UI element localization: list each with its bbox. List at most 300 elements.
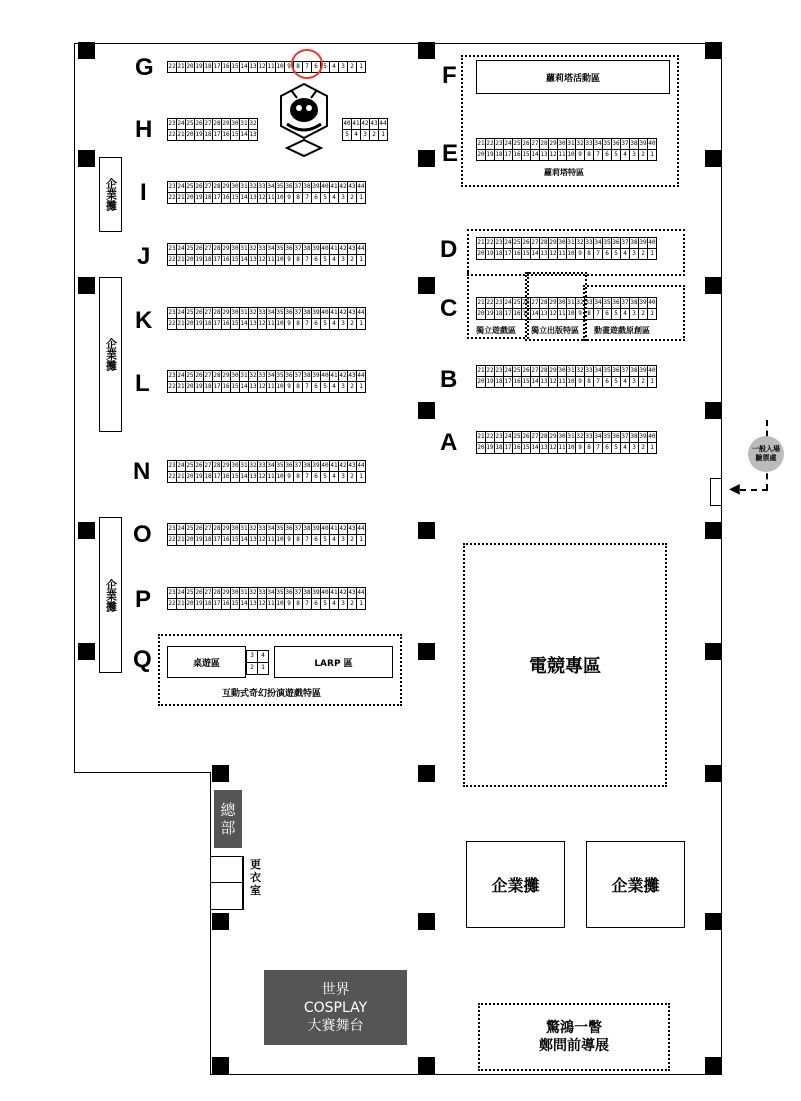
booth[interactable]: 44 <box>378 118 388 130</box>
booth[interactable]: 28 <box>539 365 549 377</box>
booth[interactable]: 3 <box>338 61 348 73</box>
entrance-badge[interactable] <box>748 436 784 472</box>
booth[interactable]: 40 <box>320 460 330 472</box>
booth[interactable]: 8 <box>293 61 303 73</box>
booth[interactable]: 40 <box>342 118 352 130</box>
booth[interactable]: 32 <box>575 365 585 377</box>
booth[interactable]: 31 <box>566 138 576 150</box>
booth[interactable]: 15 <box>230 471 240 483</box>
booth[interactable]: 18 <box>494 442 504 454</box>
booth[interactable]: 36 <box>611 365 621 377</box>
booth[interactable]: 14 <box>239 129 249 141</box>
booth[interactable]: 2 <box>369 129 379 141</box>
booth[interactable]: 3 <box>338 598 348 610</box>
booth[interactable]: 3 <box>338 381 348 393</box>
booth[interactable]: 28 <box>212 118 222 130</box>
booth[interactable]: 42 <box>360 118 370 130</box>
booth[interactable]: 20 <box>185 192 195 204</box>
booth[interactable]: 29 <box>221 587 231 599</box>
booth[interactable]: 15 <box>521 308 531 320</box>
booth[interactable]: 42 <box>338 460 348 472</box>
booth[interactable]: 19 <box>194 192 204 204</box>
booth[interactable]: 9 <box>284 192 294 204</box>
booth[interactable]: 17 <box>212 381 222 393</box>
booth[interactable]: 10 <box>275 534 285 546</box>
booth[interactable]: 26 <box>521 237 531 249</box>
booth[interactable]: 10 <box>275 381 285 393</box>
booth[interactable]: 1 <box>356 598 366 610</box>
booth[interactable]: 6 <box>602 248 612 260</box>
booth[interactable]: 7 <box>593 308 603 320</box>
booth[interactable]: 19 <box>194 534 204 546</box>
booth[interactable]: 44 <box>356 370 366 382</box>
booth[interactable]: 33 <box>257 243 267 255</box>
booth[interactable]: 8 <box>293 471 303 483</box>
booth[interactable]: 16 <box>512 308 522 320</box>
booth[interactable]: 11 <box>557 442 567 454</box>
booth[interactable]: 18 <box>494 308 504 320</box>
booth[interactable]: 8 <box>584 442 594 454</box>
booth[interactable]: 33 <box>584 138 594 150</box>
booth[interactable]: 16 <box>221 129 231 141</box>
booth[interactable]: 32 <box>248 460 258 472</box>
booth[interactable]: 3 <box>338 318 348 330</box>
booth[interactable]: 18 <box>203 534 213 546</box>
booth[interactable]: 12 <box>257 381 267 393</box>
booth[interactable]: 4 <box>620 149 630 161</box>
booth[interactable]: 31 <box>566 297 576 309</box>
booth[interactable]: 37 <box>620 431 630 443</box>
booth[interactable]: 34 <box>266 243 276 255</box>
booth[interactable]: 22 <box>167 192 177 204</box>
booth[interactable]: 38 <box>302 523 312 535</box>
booth[interactable]: 16 <box>221 381 231 393</box>
booth[interactable]: 12 <box>548 308 558 320</box>
booth[interactable]: 22 <box>485 297 495 309</box>
booth[interactable]: 26 <box>194 587 204 599</box>
booth[interactable]: 10 <box>275 318 285 330</box>
booth[interactable]: 5 <box>320 471 330 483</box>
booth[interactable]: 7 <box>302 598 312 610</box>
booth[interactable]: 15 <box>230 598 240 610</box>
booth[interactable]: 5 <box>320 381 330 393</box>
booth[interactable]: 12 <box>257 534 267 546</box>
booth[interactable]: 10 <box>275 471 285 483</box>
booth[interactable]: 23 <box>167 243 177 255</box>
booth[interactable]: 7 <box>593 442 603 454</box>
booth[interactable]: 26 <box>521 138 531 150</box>
booth[interactable]: 17 <box>212 534 222 546</box>
booth[interactable]: 3 <box>629 149 639 161</box>
booth[interactable]: 35 <box>275 307 285 319</box>
booth[interactable]: 22 <box>167 254 177 266</box>
booth[interactable]: 28 <box>212 523 222 535</box>
booth[interactable]: 6 <box>311 61 321 73</box>
booth[interactable]: 20 <box>476 376 486 388</box>
booth[interactable]: 13 <box>248 598 258 610</box>
booth[interactable]: 3 <box>360 129 370 141</box>
booth[interactable]: 26 <box>194 243 204 255</box>
booth[interactable]: 18 <box>494 149 504 161</box>
booth[interactable]: 15 <box>230 254 240 266</box>
booth[interactable]: 28 <box>539 138 549 150</box>
booth[interactable]: 1 <box>647 149 657 161</box>
booth[interactable]: 2 <box>638 376 648 388</box>
booth[interactable]: 37 <box>293 587 303 599</box>
booth[interactable]: 7 <box>302 254 312 266</box>
booth[interactable]: 9 <box>284 381 294 393</box>
booth[interactable]: 17 <box>212 129 222 141</box>
booth[interactable]: 29 <box>221 523 231 535</box>
booth[interactable]: 24 <box>176 523 186 535</box>
booth[interactable]: 43 <box>347 307 357 319</box>
booth[interactable]: 28 <box>539 431 549 443</box>
booth[interactable]: 31 <box>239 370 249 382</box>
booth[interactable]: 34 <box>266 587 276 599</box>
booth[interactable]: 32 <box>575 237 585 249</box>
booth[interactable]: 9 <box>575 308 585 320</box>
booth[interactable]: 39 <box>638 297 648 309</box>
booth[interactable]: 1 <box>378 129 388 141</box>
booth[interactable]: 25 <box>512 138 522 150</box>
booth[interactable]: 19 <box>194 254 204 266</box>
booth[interactable]: 28 <box>212 307 222 319</box>
booth[interactable]: 29 <box>221 118 231 130</box>
booth[interactable]: 12 <box>257 598 267 610</box>
booth[interactable]: 20 <box>476 248 486 260</box>
booth[interactable]: 2 <box>638 308 648 320</box>
booth[interactable]: 14 <box>239 61 249 73</box>
booth[interactable]: 25 <box>512 365 522 377</box>
booth[interactable]: 29 <box>221 243 231 255</box>
booth[interactable]: 38 <box>629 138 639 150</box>
booth[interactable]: 39 <box>311 243 321 255</box>
booth[interactable]: 1 <box>257 662 269 675</box>
booth[interactable]: 17 <box>212 598 222 610</box>
booth[interactable]: 1 <box>647 376 657 388</box>
booth[interactable]: 30 <box>230 307 240 319</box>
booth[interactable]: 6 <box>311 254 321 266</box>
booth[interactable]: 37 <box>293 243 303 255</box>
booth[interactable]: 11 <box>557 248 567 260</box>
booth[interactable]: 3 <box>338 471 348 483</box>
booth[interactable]: 34 <box>266 181 276 193</box>
booth[interactable]: 31 <box>566 237 576 249</box>
booth[interactable]: 19 <box>194 318 204 330</box>
booth[interactable]: 6 <box>311 534 321 546</box>
booth[interactable]: 16 <box>221 61 231 73</box>
booth[interactable]: 6 <box>311 381 321 393</box>
booth[interactable]: 7 <box>593 149 603 161</box>
booth[interactable]: 11 <box>266 598 276 610</box>
booth[interactable]: 21 <box>476 237 486 249</box>
booth[interactable]: 9 <box>284 318 294 330</box>
booth[interactable]: 17 <box>503 248 513 260</box>
booth[interactable]: 35 <box>275 370 285 382</box>
booth[interactable]: 4 <box>351 129 361 141</box>
booth[interactable]: 35 <box>602 138 612 150</box>
booth[interactable]: 37 <box>620 237 630 249</box>
booth[interactable]: 8 <box>584 149 594 161</box>
booth[interactable]: 26 <box>194 370 204 382</box>
booth[interactable]: 2 <box>638 442 648 454</box>
booth[interactable]: 21 <box>476 138 486 150</box>
booth[interactable]: 27 <box>203 587 213 599</box>
booth[interactable]: 39 <box>638 431 648 443</box>
booth[interactable]: 38 <box>302 370 312 382</box>
booth[interactable]: 20 <box>185 471 195 483</box>
booth[interactable]: 29 <box>221 370 231 382</box>
booth[interactable]: 20 <box>476 442 486 454</box>
booth[interactable]: 43 <box>347 370 357 382</box>
booth[interactable]: 27 <box>203 243 213 255</box>
booth[interactable]: 4 <box>329 192 339 204</box>
booth[interactable]: 26 <box>194 307 204 319</box>
booth[interactable]: 34 <box>266 523 276 535</box>
booth[interactable]: 15 <box>521 376 531 388</box>
booth[interactable]: 15 <box>230 192 240 204</box>
booth[interactable]: 25 <box>185 181 195 193</box>
booth[interactable]: 8 <box>293 381 303 393</box>
booth[interactable]: 28 <box>212 587 222 599</box>
booth[interactable]: 37 <box>293 523 303 535</box>
booth[interactable]: 33 <box>257 587 267 599</box>
booth[interactable]: 12 <box>257 254 267 266</box>
booth[interactable]: 6 <box>311 598 321 610</box>
booth[interactable]: 11 <box>557 376 567 388</box>
booth[interactable]: 25 <box>512 431 522 443</box>
booth[interactable]: 40 <box>320 307 330 319</box>
booth[interactable]: 16 <box>221 598 231 610</box>
booth[interactable]: 9 <box>284 534 294 546</box>
booth[interactable]: 10 <box>275 254 285 266</box>
booth[interactable]: 18 <box>203 381 213 393</box>
booth[interactable]: 30 <box>230 181 240 193</box>
booth[interactable]: 4 <box>257 650 269 663</box>
booth[interactable]: 13 <box>248 129 258 141</box>
booth[interactable]: 37 <box>620 138 630 150</box>
booth[interactable]: 41 <box>351 118 361 130</box>
booth[interactable]: 26 <box>194 523 204 535</box>
booth[interactable]: 24 <box>176 370 186 382</box>
booth[interactable]: 13 <box>539 248 549 260</box>
booth[interactable]: 32 <box>248 118 258 130</box>
booth[interactable]: 22 <box>167 318 177 330</box>
booth[interactable]: 38 <box>302 307 312 319</box>
booth[interactable]: 3 <box>246 650 258 663</box>
booth[interactable]: 18 <box>203 598 213 610</box>
booth[interactable]: 9 <box>284 471 294 483</box>
booth[interactable]: 26 <box>194 460 204 472</box>
booth[interactable]: 11 <box>266 192 276 204</box>
booth[interactable]: 31 <box>239 307 249 319</box>
booth[interactable]: 25 <box>185 523 195 535</box>
booth[interactable]: 28 <box>539 237 549 249</box>
booth[interactable]: 41 <box>329 460 339 472</box>
booth[interactable]: 40 <box>320 181 330 193</box>
booth[interactable]: 14 <box>530 376 540 388</box>
booth[interactable]: 25 <box>512 297 522 309</box>
booth[interactable]: 23 <box>167 118 177 130</box>
booth[interactable]: 25 <box>185 370 195 382</box>
booth[interactable]: 35 <box>602 297 612 309</box>
booth[interactable]: 27 <box>530 365 540 377</box>
booth[interactable]: 29 <box>548 138 558 150</box>
booth[interactable]: 18 <box>203 254 213 266</box>
booth[interactable]: 27 <box>203 460 213 472</box>
booth[interactable]: 37 <box>620 365 630 377</box>
booth[interactable]: 32 <box>575 297 585 309</box>
booth[interactable]: 28 <box>539 297 549 309</box>
booth[interactable]: 14 <box>530 149 540 161</box>
booth[interactable]: 31 <box>239 181 249 193</box>
booth[interactable]: 43 <box>369 118 379 130</box>
booth[interactable]: 22 <box>167 471 177 483</box>
booth[interactable]: 32 <box>575 431 585 443</box>
booth[interactable]: 11 <box>266 61 276 73</box>
booth[interactable]: 5 <box>611 248 621 260</box>
booth[interactable]: 19 <box>485 376 495 388</box>
booth[interactable]: 15 <box>521 248 531 260</box>
booth[interactable]: 15 <box>230 381 240 393</box>
booth[interactable]: 10 <box>566 442 576 454</box>
booth[interactable]: 34 <box>266 307 276 319</box>
booth[interactable]: 36 <box>284 587 294 599</box>
booth[interactable]: 6 <box>602 308 612 320</box>
booth[interactable]: 11 <box>557 149 567 161</box>
booth[interactable]: 31 <box>566 365 576 377</box>
booth[interactable]: 30 <box>557 431 567 443</box>
booth[interactable]: 14 <box>239 534 249 546</box>
booth[interactable]: 4 <box>329 598 339 610</box>
booth[interactable]: 33 <box>584 431 594 443</box>
booth[interactable]: 7 <box>302 471 312 483</box>
booth[interactable]: 2 <box>347 381 357 393</box>
booth[interactable]: 4 <box>329 381 339 393</box>
booth[interactable]: 44 <box>356 587 366 599</box>
booth[interactable]: 20 <box>476 149 486 161</box>
booth[interactable]: 7 <box>302 381 312 393</box>
booth[interactable]: 22 <box>485 237 495 249</box>
booth[interactable]: 13 <box>248 318 258 330</box>
booth[interactable]: 23 <box>167 523 177 535</box>
booth[interactable]: 14 <box>239 192 249 204</box>
booth[interactable]: 31 <box>239 460 249 472</box>
booth[interactable]: 10 <box>566 308 576 320</box>
booth[interactable]: 43 <box>347 460 357 472</box>
booth[interactable]: 20 <box>476 308 486 320</box>
booth[interactable]: 19 <box>194 129 204 141</box>
booth[interactable]: 40 <box>647 365 657 377</box>
booth[interactable]: 38 <box>629 365 639 377</box>
booth[interactable]: 18 <box>203 318 213 330</box>
booth[interactable]: 7 <box>593 376 603 388</box>
booth[interactable]: 19 <box>485 442 495 454</box>
booth[interactable]: 13 <box>539 376 549 388</box>
booth[interactable]: 26 <box>194 181 204 193</box>
booth[interactable]: 9 <box>284 254 294 266</box>
booth[interactable]: 37 <box>293 370 303 382</box>
booth[interactable]: 28 <box>212 181 222 193</box>
booth[interactable]: 19 <box>485 248 495 260</box>
booth[interactable]: 35 <box>275 243 285 255</box>
booth[interactable]: 38 <box>302 243 312 255</box>
booth[interactable]: 4 <box>620 248 630 260</box>
booth[interactable]: 14 <box>239 471 249 483</box>
booth[interactable]: 43 <box>347 587 357 599</box>
booth[interactable]: 30 <box>230 118 240 130</box>
booth[interactable]: 12 <box>548 149 558 161</box>
booth[interactable]: 16 <box>221 254 231 266</box>
booth[interactable]: 43 <box>347 181 357 193</box>
booth[interactable]: 41 <box>329 181 339 193</box>
booth[interactable]: 32 <box>248 307 258 319</box>
booth[interactable]: 39 <box>311 307 321 319</box>
booth[interactable]: 8 <box>293 598 303 610</box>
booth[interactable]: 35 <box>275 181 285 193</box>
booth[interactable]: 38 <box>302 460 312 472</box>
booth[interactable]: 44 <box>356 460 366 472</box>
booth[interactable]: 22 <box>167 598 177 610</box>
booth[interactable]: 11 <box>266 318 276 330</box>
booth[interactable]: 5 <box>320 534 330 546</box>
booth[interactable]: 40 <box>320 370 330 382</box>
booth[interactable]: 37 <box>293 460 303 472</box>
booth[interactable]: 16 <box>221 471 231 483</box>
booth[interactable]: 10 <box>566 376 576 388</box>
booth[interactable]: 21 <box>476 365 486 377</box>
booth[interactable]: 9 <box>575 376 585 388</box>
booth[interactable]: 17 <box>212 61 222 73</box>
booth[interactable]: 19 <box>194 61 204 73</box>
booth[interactable]: 28 <box>212 460 222 472</box>
booth[interactable]: 15 <box>230 318 240 330</box>
booth[interactable]: 6 <box>602 376 612 388</box>
booth[interactable]: 4 <box>620 442 630 454</box>
booth[interactable]: 12 <box>548 376 558 388</box>
booth[interactable]: 1 <box>356 318 366 330</box>
booth[interactable]: 11 <box>557 308 567 320</box>
booth[interactable]: 6 <box>602 149 612 161</box>
booth[interactable]: 41 <box>329 243 339 255</box>
booth[interactable]: 23 <box>494 297 504 309</box>
booth[interactable]: 36 <box>611 297 621 309</box>
booth[interactable]: 36 <box>284 243 294 255</box>
booth[interactable]: 30 <box>230 523 240 535</box>
booth[interactable]: 38 <box>629 431 639 443</box>
booth[interactable]: 6 <box>311 471 321 483</box>
booth[interactable]: 9 <box>575 442 585 454</box>
booth[interactable]: 39 <box>311 587 321 599</box>
booth[interactable]: 24 <box>176 587 186 599</box>
booth[interactable]: 38 <box>302 181 312 193</box>
booth[interactable]: 17 <box>503 149 513 161</box>
booth[interactable]: 14 <box>239 318 249 330</box>
booth[interactable]: 13 <box>248 61 258 73</box>
booth[interactable]: 41 <box>329 587 339 599</box>
booth[interactable]: 10 <box>566 149 576 161</box>
booth[interactable]: 25 <box>185 243 195 255</box>
booth[interactable]: 36 <box>284 307 294 319</box>
booth[interactable]: 8 <box>293 534 303 546</box>
booth[interactable]: 17 <box>212 254 222 266</box>
booth[interactable]: 17 <box>503 376 513 388</box>
booth[interactable]: 1 <box>647 248 657 260</box>
booth[interactable]: 8 <box>584 308 594 320</box>
booth[interactable]: 2 <box>347 61 357 73</box>
booth[interactable]: 42 <box>338 243 348 255</box>
booth[interactable]: 33 <box>257 460 267 472</box>
